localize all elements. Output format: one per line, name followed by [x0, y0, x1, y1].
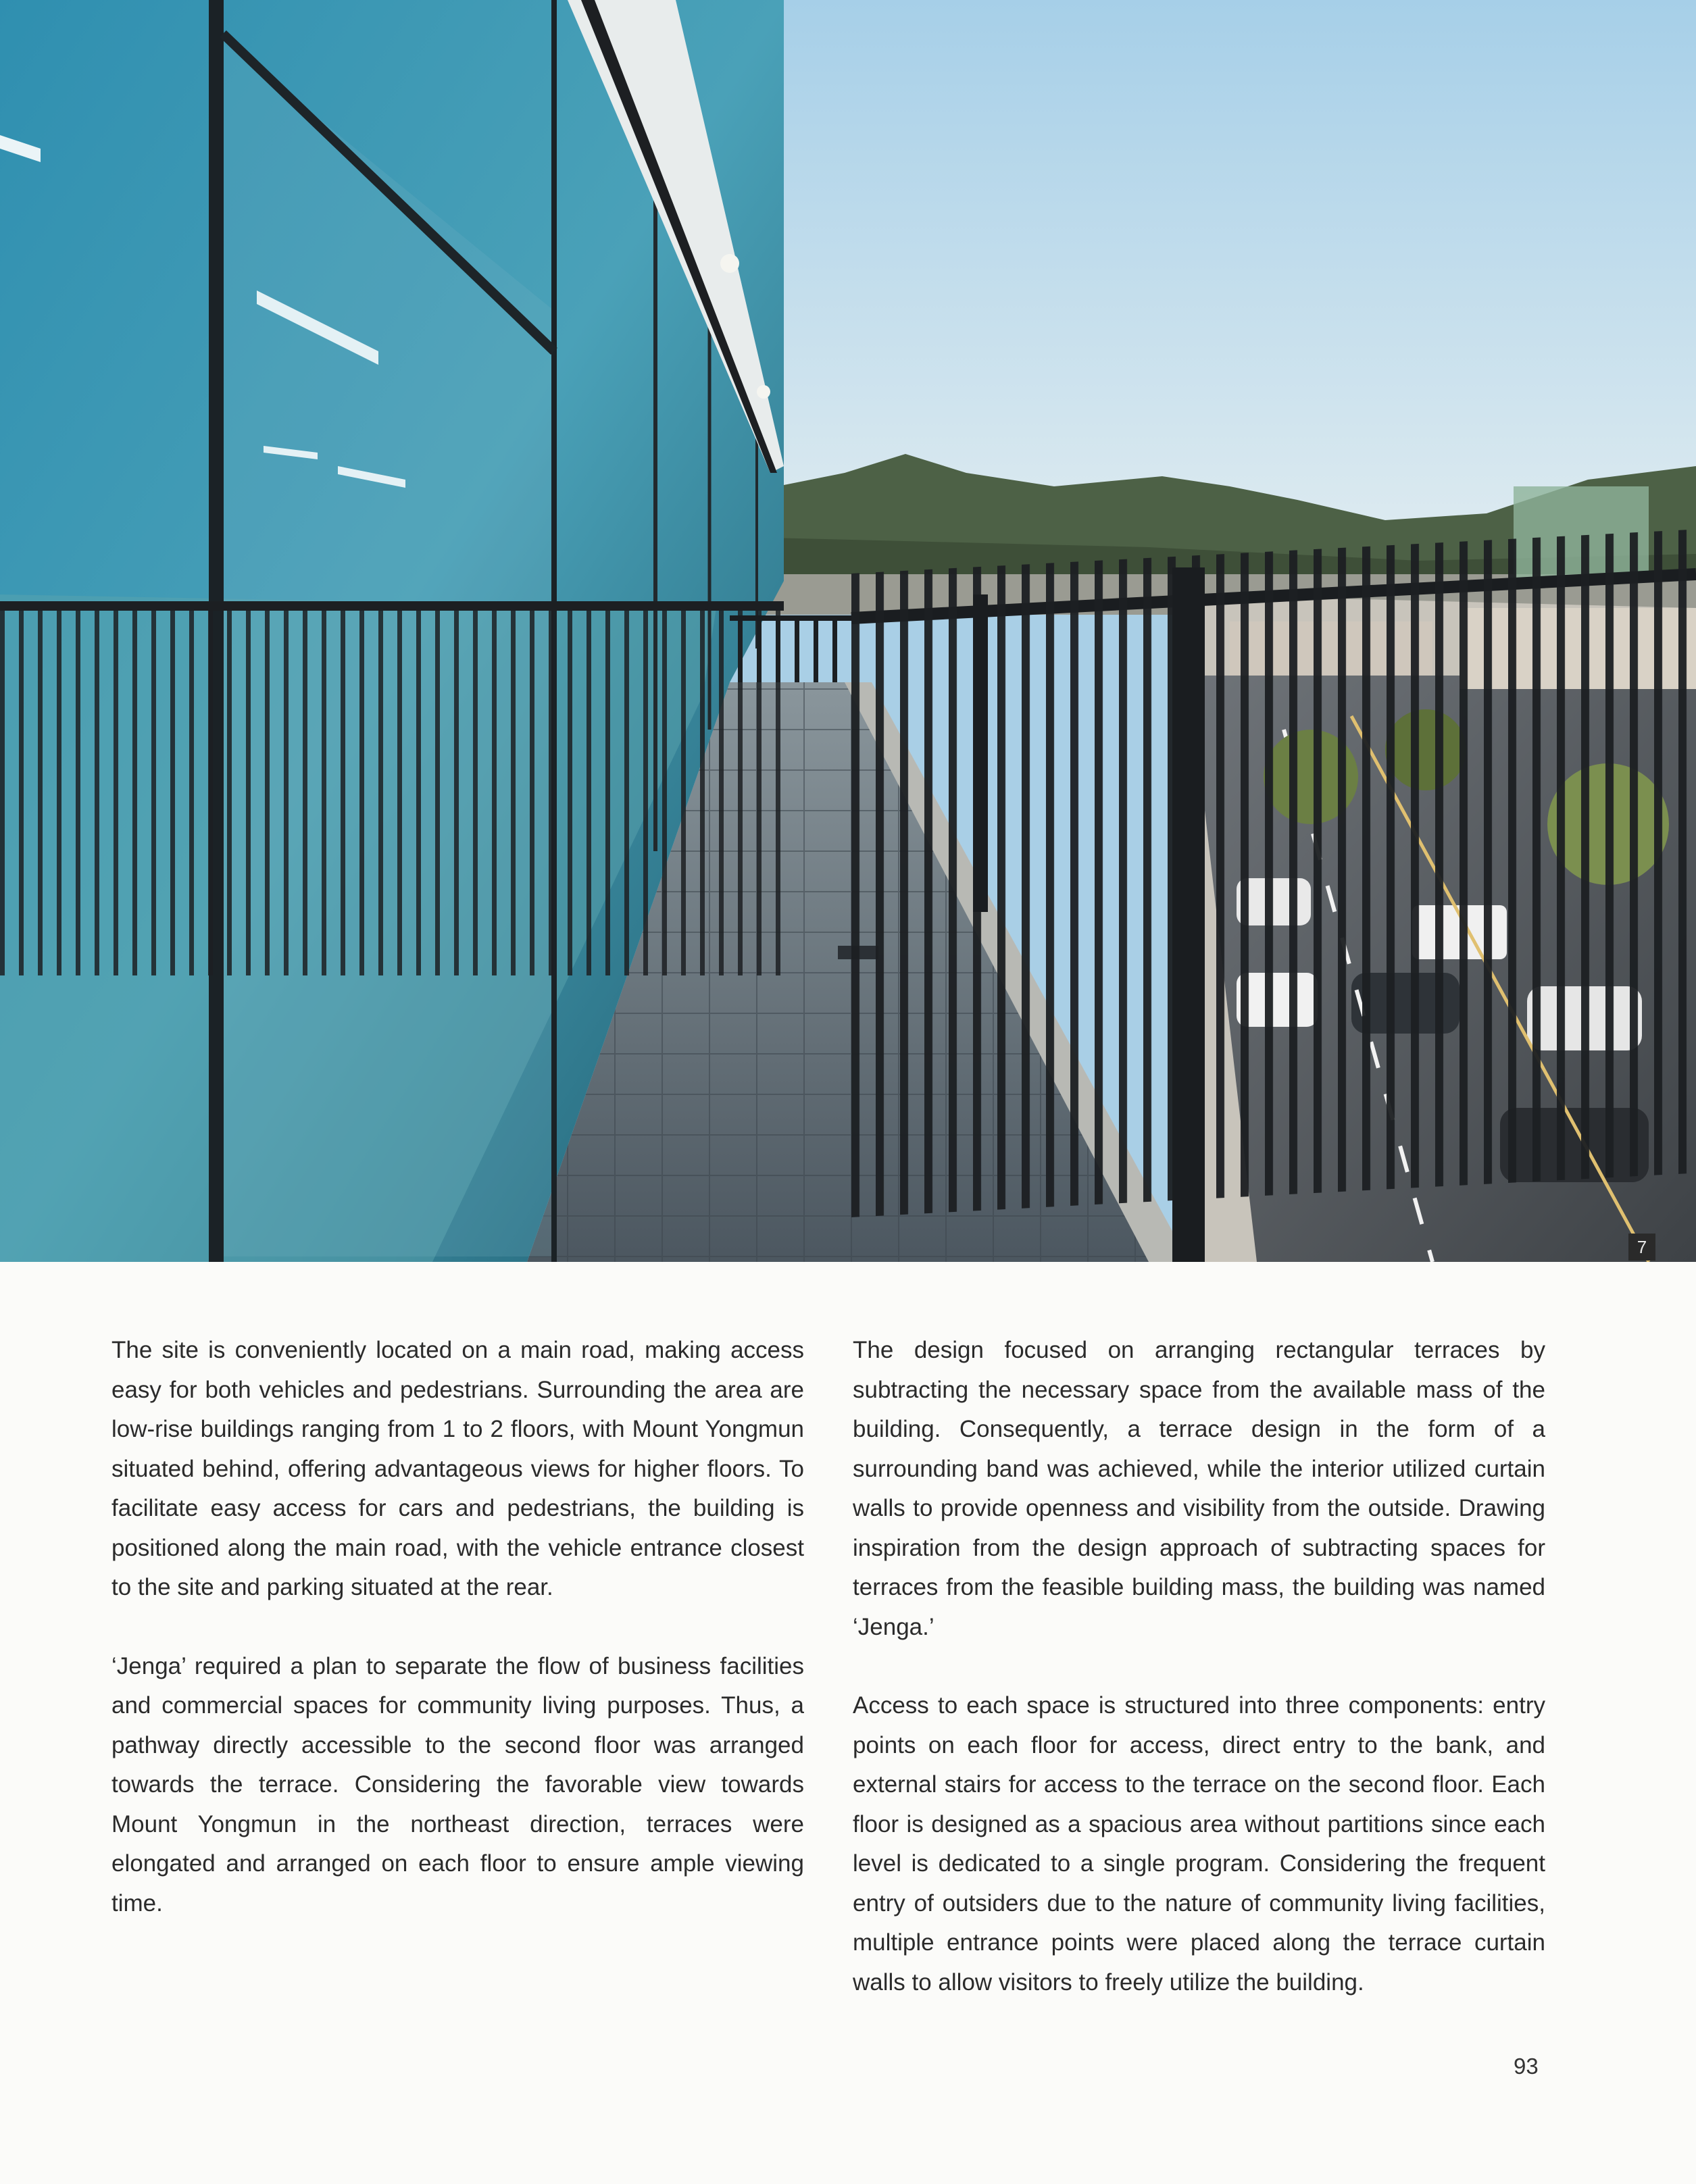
- text-column-right: [853, 1331, 1545, 2041]
- page-number: 93: [1514, 2054, 1539, 2079]
- text-column-left: [111, 1331, 804, 1962]
- figure-number: 7: [1628, 1234, 1655, 1261]
- paragraph: Access to each space is structured into three components: entry points on each floor for access, direct entry to the bank, and external stairs for access to the terrace on the second floor. Each floor is designed as a spacious area without partitions since each level is dedicated to a single program. Considering the frequent entry of outsiders due to the nature of community living facilities, multiple entrance points were placed along the terrace curtain walls to allow visitors to freely utilize the building.: [853, 1692, 1545, 1996]
- paragraph: The design focused on arranging rectangular terraces by subtracting the necessary space from the available mass of the building. Consequently, a terrace design in the form of a surrounding band was achieved, while the interior utilized curtain walls to provide openness and visibility from the outside. Drawing inspiration from the design approach of subtracting spaces for terraces from the feasible building mass, the building was named ‘Jenga.’: [853, 1337, 1545, 1640]
- paragraph: The site is conveniently located on a main road, making access easy for both vehicles and pedestrians. Surrounding the area are low-rise buildings ranging from 1 to 2 floors, with Mount Yongmun situated behind, offering advantageous views for higher floors. To facilitate easy access for cars and pedestrians, the building is positioned along the main road, with the vehicle entrance closest to the site and parking situated at the rear.: [111, 1337, 804, 1600]
- paragraph: ‘Jenga’ required a plan to separate the flow of business facilities and commercial spaces for community living purposes. Thus, a pathway directly accessible to the second floor was arranged towards the terrace. Considering the favorable view towards Mount Yongmun in the northeast direction, terraces were elongated and arranged on each floor to ensure ample viewing time.: [111, 1652, 804, 1916]
